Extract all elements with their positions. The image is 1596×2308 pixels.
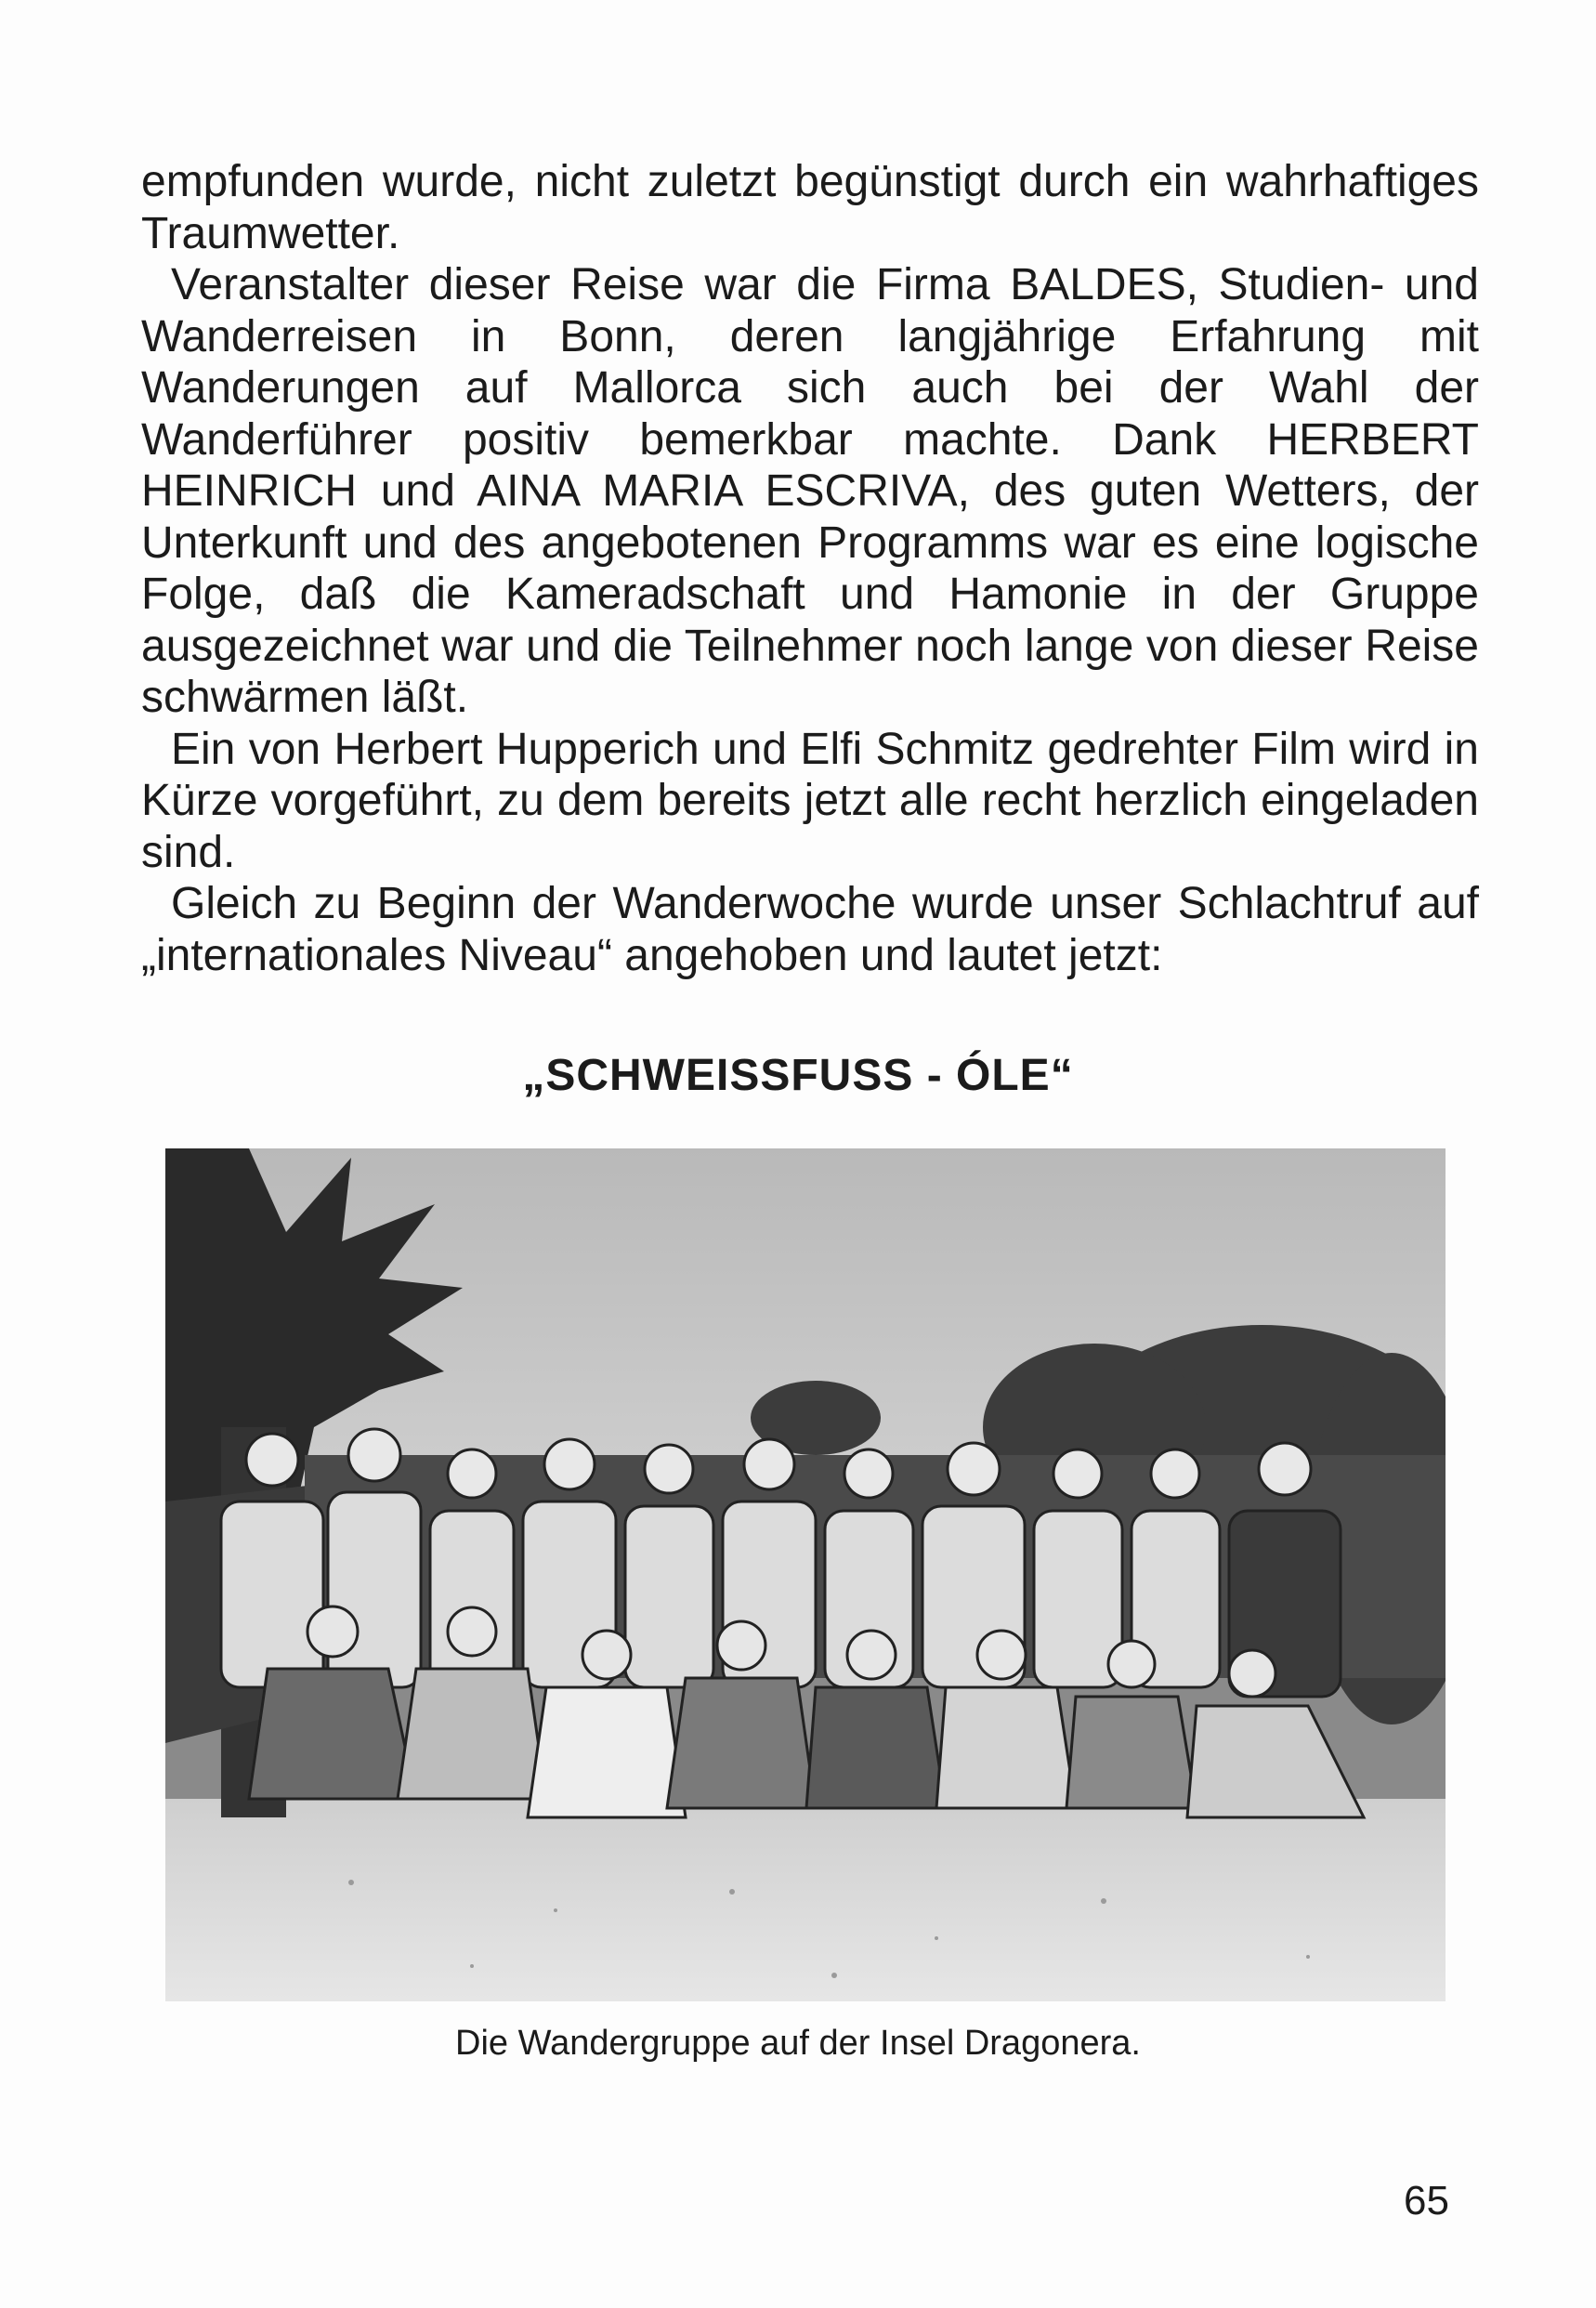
- group-photo: [165, 1148, 1446, 2001]
- group-photo-illustration: [165, 1148, 1446, 2001]
- paragraph-slogan-intro: Gleich zu Beginn der Wanderwoche wurde unser Schlachtruf auf „internationales Niveau“ angehoben und lautet jetzt:: [141, 879, 1479, 980]
- slogan-heading: „SCHWEISSFUSS - ÓLE“: [522, 1051, 1074, 1100]
- paragraph-organizer: Veranstalter dieser Reise war die Firma BALDES, Studien- und Wanderreisen in Bonn, deren langjährige Erfahrung mit Wanderungen auf Mallorca sich auch bei der Wahl der Wanderführer positiv bemerkbar machte. Dank HERBERT HEINRICH und AINA MARIA ESCRIVA, des guten Wetters, der Unterkunft und des angebotenen Programms war es eine logische Folge, daß die Kameradschaft und Hamonie in der Gruppe ausgezeichnet war und die Teilnehmer noch lange von dieser Reise schwärmen läßt.: [141, 260, 1479, 722]
- paragraph-film: Ein von Herbert Hupperich und Elfi Schmitz gedrehter Film wird in Kürze vorgeführt, zu dem bereits jetzt alle recht herzlich eingeladen sind.: [141, 724, 1479, 877]
- photo-caption: Die Wandergruppe auf der Insel Dragonera.: [455, 2024, 1141, 2063]
- paragraph-continuation: empfunden wurde, nicht zuletzt begünstigt durch ein wahrhaftiges Traumwetter.: [141, 157, 1479, 258]
- body-text: [141, 156, 1479, 981]
- page-number: 65: [1404, 2178, 1449, 2223]
